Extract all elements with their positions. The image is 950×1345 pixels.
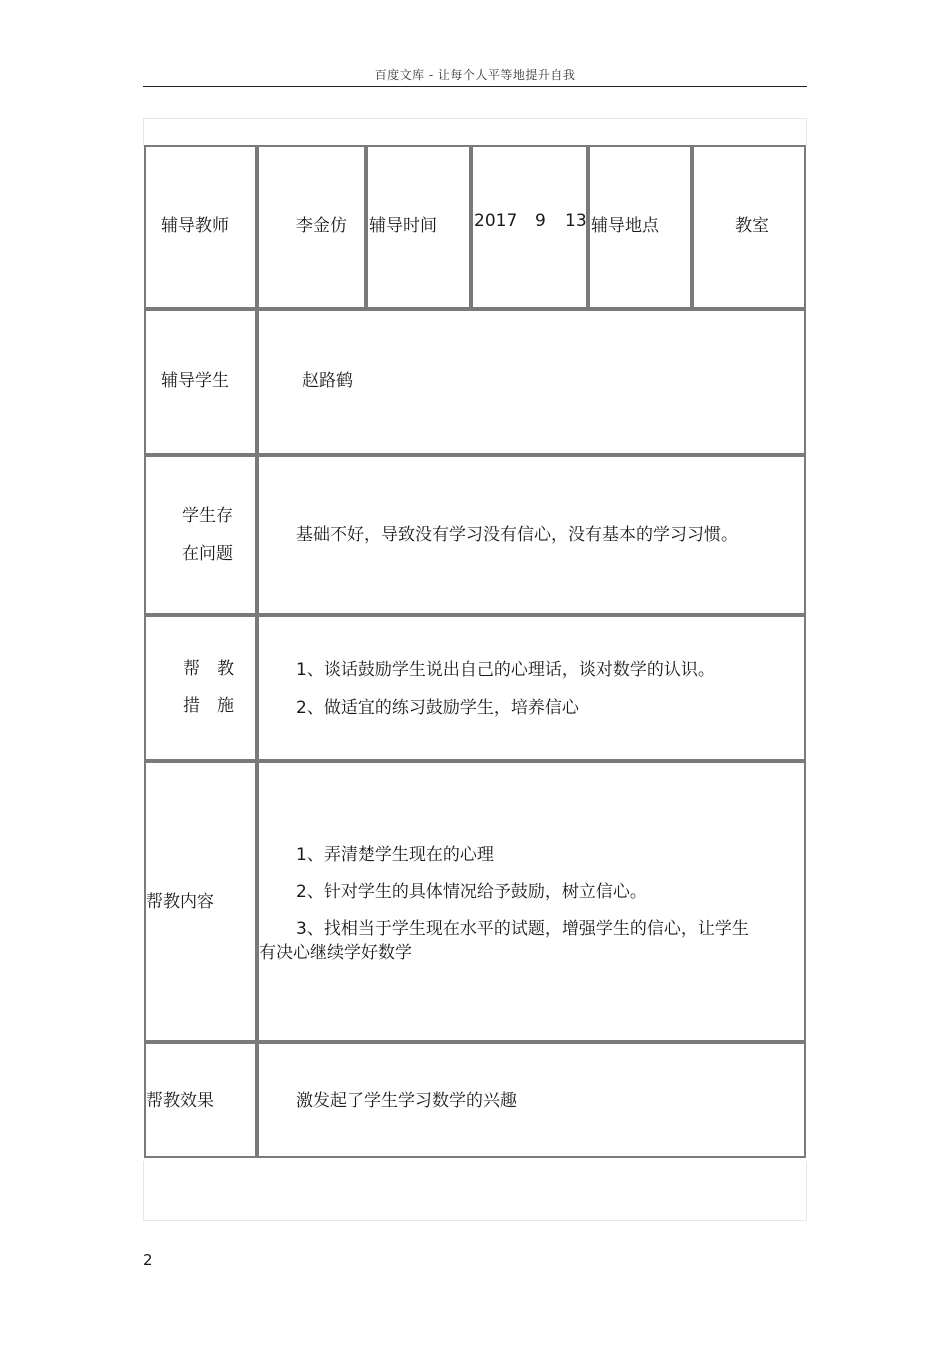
header-rule: [143, 86, 807, 87]
place-value: 教室: [735, 216, 769, 236]
header-text: 百度文库 - 让每个人平等地提升自我: [374, 68, 576, 82]
time-label: 辅导时间: [369, 216, 437, 236]
effect-label-cell: [144, 1042, 257, 1158]
content-label: 帮教内容: [146, 892, 214, 912]
problem-label-line2: 在问题: [182, 544, 233, 564]
content-item-3-line1: 3、找相当于学生现在水平的试题，增强学生的信心，让学生: [296, 919, 749, 939]
teacher-label: 辅导教师: [161, 216, 229, 236]
time-day: 13: [565, 211, 587, 231]
measures-item-2: 2、做适宜的练习鼓励学生，培养信心: [296, 698, 579, 718]
student-label-cell: [144, 309, 257, 455]
content-item-3-line2: 有决心继续学好数学: [259, 943, 412, 963]
place-value-cell: [692, 145, 806, 309]
teacher-name-cell: [257, 145, 366, 309]
time-label-cell: [366, 145, 471, 309]
time-value-cell: [471, 145, 588, 309]
time-month: 9: [535, 211, 546, 231]
content-item-1: 1、弄清楚学生现在的心理: [296, 845, 494, 865]
faint-border-top: [143, 118, 807, 146]
content-item-2: 2、针对学生的具体情况给予鼓励，树立信心。: [296, 882, 647, 902]
measures-label-line2: 措 施: [183, 696, 234, 716]
time-year: 2017: [474, 211, 518, 231]
content-value-cell: [257, 761, 806, 1042]
faint-border-bottom: [143, 1161, 807, 1221]
measures-value-cell: [257, 615, 806, 761]
problem-value-cell: [257, 455, 806, 615]
teacher-name: 李金仿: [296, 216, 347, 236]
measures-item-1: 1、谈话鼓励学生说出自己的心理话，谈对数学的认识。: [296, 660, 715, 680]
content-label-cell: [144, 761, 257, 1042]
student-label: 辅导学生: [161, 371, 229, 391]
teacher-label-cell: [144, 145, 257, 309]
effect-text: 激发起了学生学习数学的兴趣: [296, 1091, 517, 1111]
place-label-cell: [588, 145, 692, 309]
problem-label-line1: 学生存: [182, 506, 233, 526]
page-number: 2: [143, 1251, 153, 1269]
effect-label: 帮教效果: [146, 1091, 214, 1111]
measures-label-line1: 帮 教: [183, 659, 234, 679]
measures-label-cell: [144, 615, 257, 761]
effect-value-cell: [257, 1042, 806, 1158]
place-label: 辅导地点: [591, 216, 659, 236]
problem-text: 基础不好，导致没有学习没有信心，没有基本的学习习惯。: [296, 525, 738, 545]
problem-label-cell: [144, 455, 257, 615]
student-name: 赵路鹤: [302, 371, 353, 391]
student-value-cell: [257, 309, 806, 455]
